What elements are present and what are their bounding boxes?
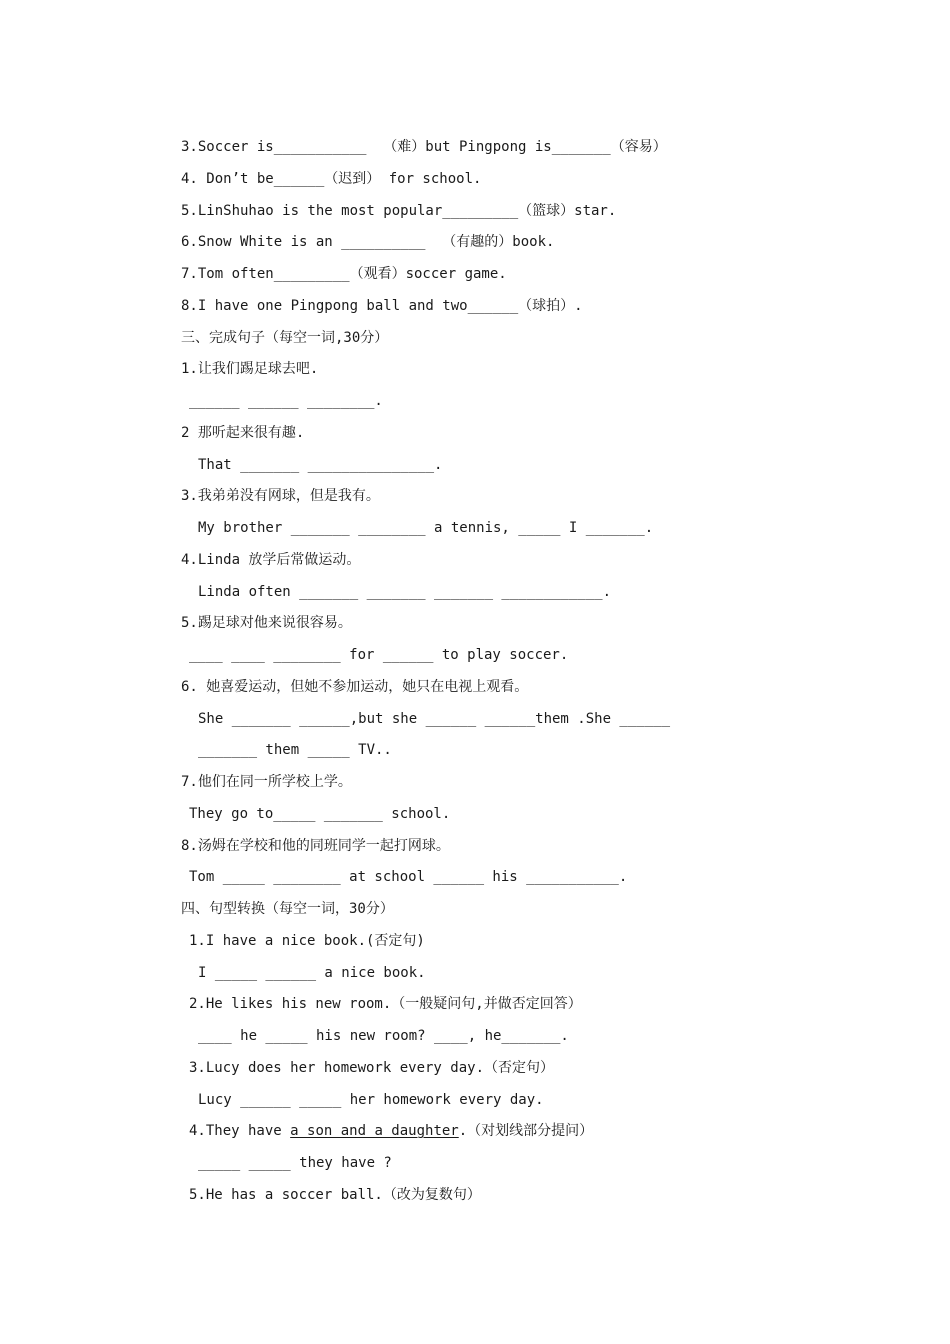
worksheet-line: 5.He has a soccer ball.（改为复数句） <box>189 1186 481 1203</box>
worksheet-line: That _______ _______________. <box>198 456 443 473</box>
worksheet-line: ____ he _____ his new room? ____, he_______. <box>198 1028 569 1044</box>
worksheet-line: ____ ____ ________ for ______ to play soccer. <box>189 647 569 663</box>
underlined-phrase: a son and a daughter <box>290 1123 459 1140</box>
worksheet-line: 7.Tom often_________（观看）soccer game. <box>181 266 507 282</box>
worksheet-line: _____ _____ they have ? <box>198 1155 392 1171</box>
worksheet-line: I _____ ______ a nice book. <box>198 964 426 981</box>
worksheet-line: 2.He likes his new room.（一般疑问句,并做否定回答） <box>189 996 582 1013</box>
worksheet-line: 4.They have a son and a daughter.（对划线部分提问） <box>189 1123 594 1140</box>
worksheet-line: 2 那听起来很有趣. <box>181 424 305 441</box>
worksheet-line: _______ them _____ TV.. <box>198 742 392 759</box>
worksheet-line: 4.Linda 放学后常做运动。 <box>181 551 361 568</box>
worksheet-line: 3.我弟弟没有网球，但是我有。 <box>181 488 380 505</box>
worksheet-line: 8.I have one Pingpong ball and two______（球拍）. <box>181 297 583 314</box>
worksheet-line: Linda often _______ _______ _______ ____________. <box>198 583 612 600</box>
worksheet-line: 1.让我们踢足球去吧. <box>181 361 319 378</box>
worksheet-line: 3.Soccer is___________ （难）but Pingpong is_______（容易） <box>181 139 667 155</box>
worksheet-line: 8.汤姆在学校和他的同班同学一起打网球。 <box>181 837 450 854</box>
worksheet-line: 6. 她喜爱运动，但她不参加运动，她只在电视上观看。 <box>181 678 529 695</box>
worksheet-line: ______ ______ ________. <box>189 393 383 409</box>
worksheet-line: 三、完成句子（每空一词,30分） <box>181 329 389 346</box>
worksheet-line: 4. Don’t be______（迟到） for school. <box>181 170 482 187</box>
worksheet-line: 3.Lucy does her homework every day.（否定句） <box>189 1059 555 1076</box>
worksheet-line: She _______ ______,but she ______ ______them .She ______ <box>198 710 671 727</box>
worksheet-line: Tom _____ ________ at school ______ his ___________. <box>189 869 628 886</box>
worksheet-line: 7.他们在同一所学校上学。 <box>181 774 352 790</box>
worksheet-line: 6.Snow White is an __________ （有趣的）book. <box>181 234 555 251</box>
worksheet-line: 5.踢足球对他来说很容易。 <box>181 615 352 632</box>
worksheet-line: 四、句型转换（每空一词，30分） <box>181 901 394 917</box>
worksheet-line: 1.I have a nice book.(否定句) <box>189 932 425 949</box>
worksheet-line: My brother _______ ________ a tennis, _____ I _______. <box>198 520 654 536</box>
worksheet-line: They go to_____ _______ school. <box>189 805 451 822</box>
worksheet-line: 5.LinShuhao is the most popular_________（篮球）star. <box>181 202 617 219</box>
worksheet-line: Lucy ______ _____ her homework every day. <box>198 1091 544 1108</box>
